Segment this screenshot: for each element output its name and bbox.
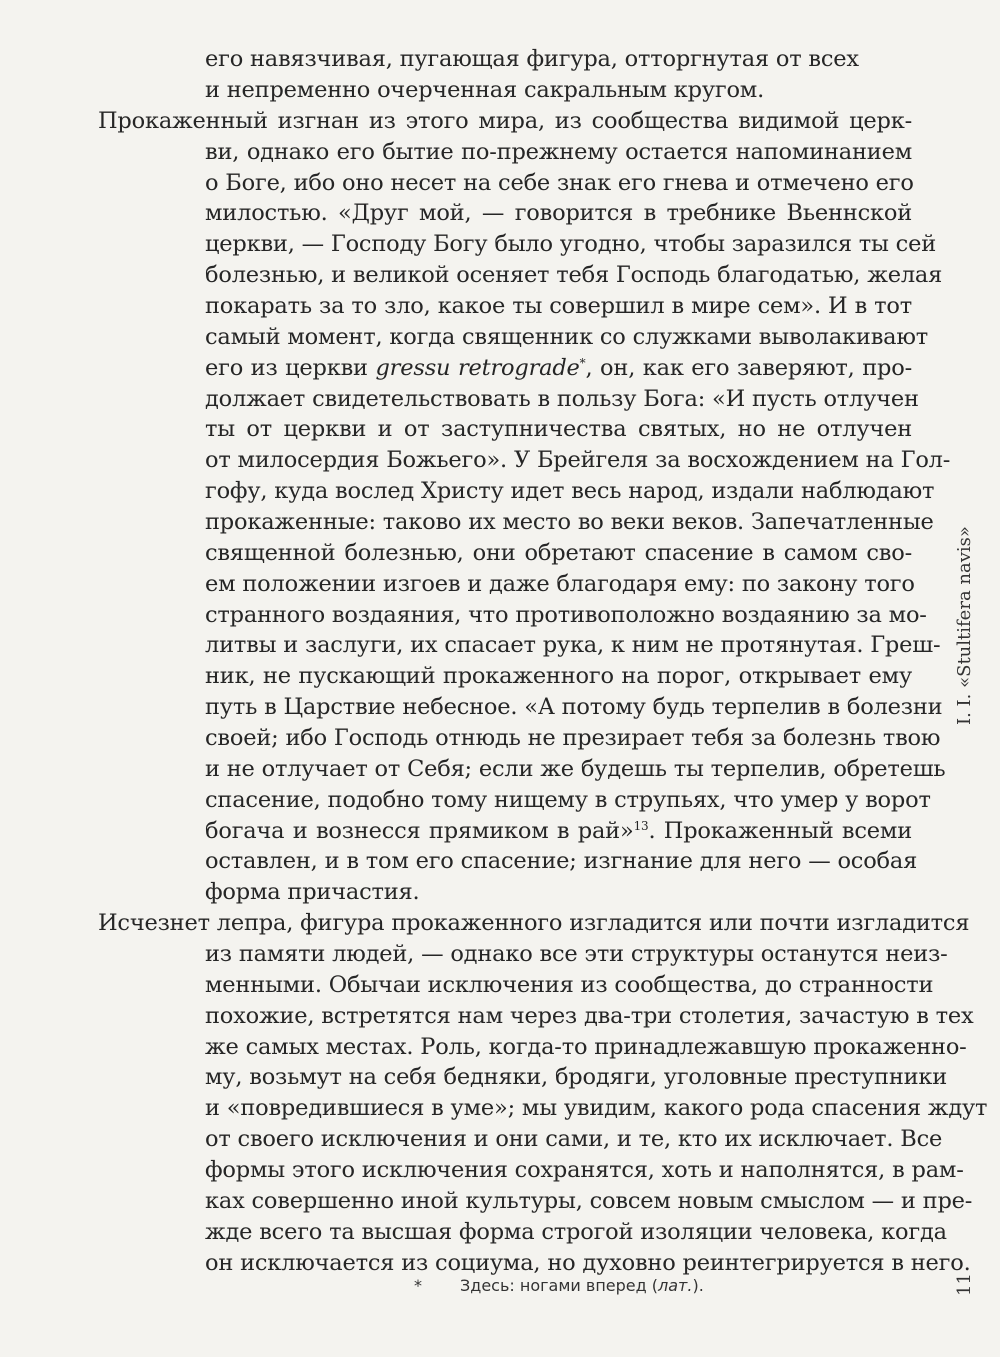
text-line: формы этого исключения сохранятся, хоть и наполнятся, в рам-	[205, 1157, 964, 1183]
text-line: и непременно очерченная сакральным кругом.	[205, 77, 765, 103]
footnote-marker: *	[414, 1276, 422, 1295]
text-line: его из церкви gressu retrograde*, он, как его заверяют, про-	[205, 355, 912, 381]
text-line: болезнью, и великой осеняет тебя Господь благодатью, желая	[205, 262, 943, 288]
text-line: ем положении изгоев и даже благодаря ему: по закону того	[205, 571, 915, 597]
text-line: своей; ибо Господь отнюдь не презирает тебя за болезнь твою	[205, 725, 941, 751]
latin-phrase: gressu retrograde	[375, 355, 580, 381]
paragraph-first-line: Прокаженный изгнан из этого мира, из сообщества видимой церк-	[98, 108, 912, 134]
text-line: покарать за то зло, какое ты совершил в мире сем». И в тот	[205, 293, 912, 319]
text-line: похожие, встретятся нам через два-три столетия, зачастую в тех	[205, 1003, 974, 1029]
text-line: самый момент, когда священник со служками выволакивают	[205, 324, 929, 350]
text-line: от своего исключения и они сами, и те, кто их исключает. Все	[205, 1126, 943, 1152]
text-line: и не отлучает от Себя; если же будешь ты терпелив, обретешь	[205, 756, 946, 782]
text-line: ви, однако его бытие по-прежнему остается напоминанием	[205, 139, 912, 165]
text-line: литвы и заслуги, их спасает рука, к ним не протянутая. Греш-	[205, 632, 941, 658]
text-line: путь в Царствие небесное. «А потому будь терпелив в болезни	[205, 694, 943, 720]
text-line: из памяти людей, — однако все эти структуры останутся неиз-	[205, 941, 948, 967]
text-line: и «повредившиеся в уме»; мы увидим, какого рода спасения ждут	[205, 1095, 988, 1121]
text-line: странного воздаяния, что противоположно воздаянию за мо-	[205, 602, 927, 628]
text-line: от милосердия Божьего». У Брейгеля за восхождением на Гол-	[205, 447, 951, 473]
endnote-ref: 13	[633, 819, 649, 833]
text-line: ках совершенно иной культуры, совсем новым смыслом — и пре-	[205, 1188, 973, 1214]
footnote-ref: *	[579, 356, 586, 370]
footnote: * Здесь: ногами вперед (лат.).	[414, 1276, 704, 1295]
text-line: прокаженные: таково их место во веки веков. Запечатленные	[205, 509, 934, 535]
text-line: оставлен, и в том его спасение; изгнание для него — особая	[205, 848, 918, 874]
text-line: церкви, — Господу Богу было угодно, чтобы заразился ты сей	[205, 231, 936, 257]
text-line: жде всего та высшая форма строгой изоляции человека, когда	[205, 1219, 947, 1245]
text-line: менными. Обычаи исключения из сообщества, до странности	[205, 972, 934, 998]
text-line: му, возьмут на себя бедняки, бродяги, уголовные преступники	[205, 1064, 948, 1090]
text-line: о Боге, ибо оно несет на себе знак его гнева и отмечено его	[205, 170, 914, 196]
text-line: богача и вознесся прямиком в рай»$^{13}$. Прокаженный всеми	[205, 818, 912, 844]
text-line: форма причастия.	[205, 879, 420, 905]
text-line: гофу, куда вослед Христу идет весь народ, издали наблюдают	[205, 478, 935, 504]
text-line: спасение, подобно тому нищему в струпьях, что умер у ворот	[205, 787, 931, 813]
text-line: же самых местах. Роль, когда-то принадлежавшую прокаженно-	[205, 1034, 967, 1060]
text-line: милостью. «Друг мой, — говорится в требнике Вьеннской	[205, 200, 912, 226]
page-number: 11	[954, 1273, 975, 1296]
text-line: должает свидетельствовать в пользу Бога: «И пусть отлучен	[205, 386, 919, 412]
text-line: священной болезнью, они обретают спасение в самом сво-	[205, 540, 912, 566]
text-line: ты от церкви и от заступничества святых, но не отлучен	[205, 416, 912, 442]
text-line: его навязчивая, пугающая фигура, отторгнутая от всех	[205, 46, 859, 72]
running-head: I. I. «Stultifera navis»	[954, 526, 975, 725]
paragraph-first-line: Исчезнет лепра, фигура прокаженного изгладится или почти изгладится	[98, 910, 970, 936]
text-line: ник, не пускающий прокаженного на порог, открывает ему	[205, 663, 912, 689]
text-line: он исключается из социума, но духовно реинтегрируется в него.	[205, 1250, 971, 1276]
